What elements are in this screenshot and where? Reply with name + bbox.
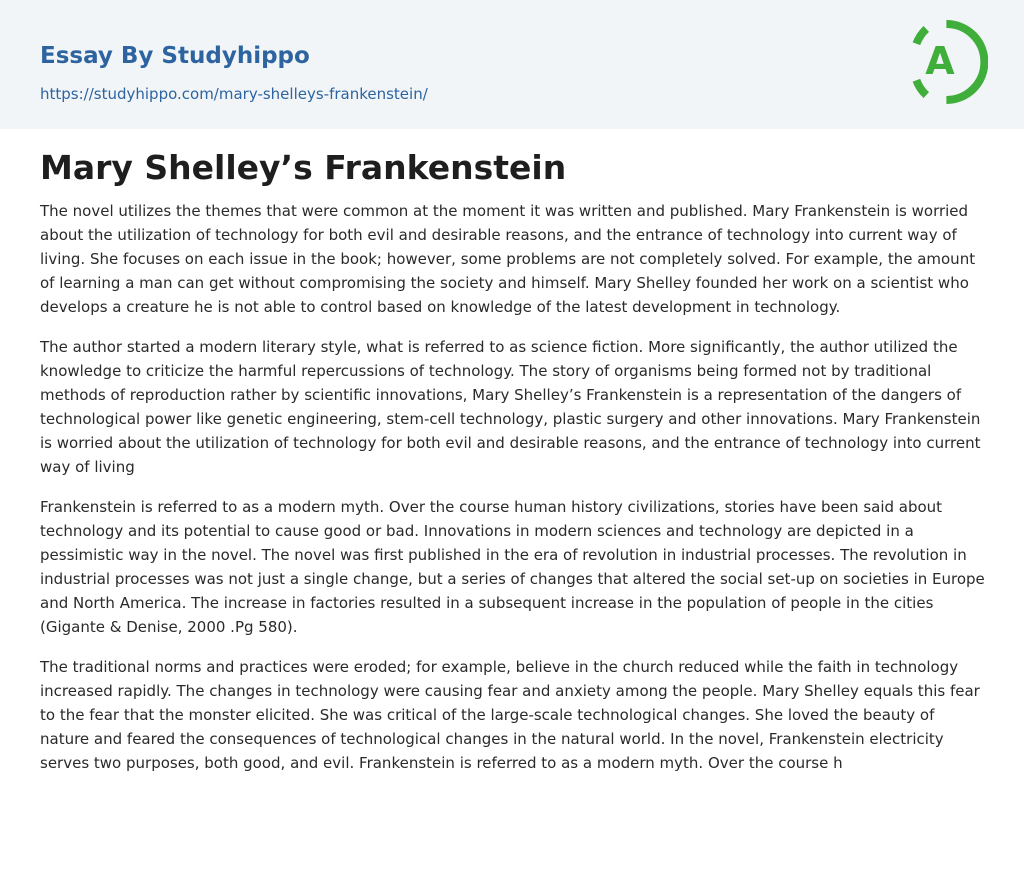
essay-paragraph-3: Frankenstein is referred to as a modern myth. Over the course human history civilizations, stories have been said about technology and its potential to cause good or bad. Innovations in modern sciences and technology are depicted in a pessimistic way in the novel. The novel was first published in the era of revolution in industrial processes. The revolution in industrial processes was not just a single change, but a series of changes that altered the social set-up on societies in Europe and North America. The increase in factories resulted in a subsequent increase in the population of people in the cities (Gigante & Denise, 2000 .Pg 580).: [40, 498, 985, 636]
essay-paragraph-2: The author started a modern literary style, what is referred to as science fiction. More significantly, the author utilized the knowledge to criticize the harmful repercussions of technology. The story of organisms being formed not by traditional methods of reproduction rather by scientific innovations, Mary Shelley’s Frankenstein is a representation of the dangers of technological power like genetic engineering, stem-cell technology, plastic surgery and other innovations. Mary Frankenstein is worried about the utilization of technology for both evil and desirable reasons, and the entrance of technology into current way of living: [40, 338, 981, 476]
studyhippo-a-logo-icon[interactable]: [910, 18, 988, 106]
site-header: [0, 0, 1024, 129]
essay-body: [40, 199, 986, 775]
essay-title: Mary Shelley’s Frankenstein: [40, 148, 567, 187]
essay-content: [40, 146, 986, 791]
brand-title: Essay By Studyhippo: [40, 43, 310, 69]
essay-paragraph-4: The traditional norms and practices were eroded; for example, believe in the church reduced while the faith in technology increased rapidly. The changes in technology were causing fear and anxiety among the people. Mary Shelley equals this fear to the fear that the monster elicited. She was critical of the large-scale technological changes. She loved the beauty of nature and feared the consequences of technological changes in the natural world. In the novel, Frankenstein electricity serves two purposes, both good, and evil. Frankenstein is referred to as a modern myth. Over the course h: [40, 658, 980, 772]
essay-paragraph-1: The novel utilizes the themes that were common at the moment it was written and published. Mary Frankenstein is worried about the utilization of technology for both evil and desirable reasons, and the entrance of technology into current way of living. She focuses on each issue in the book; however, some problems are not completely solved. For example, the amount of learning a man can get without compromising the society and himself. Mary Shelley founded her work on a scientist who develops a creature he is not able to control based on knowledge of the latest development in technology.: [40, 202, 976, 316]
essay-source-link[interactable]: https://studyhippo.com/mary-shelleys-frankenstein/: [40, 85, 428, 103]
logo-letter: A: [925, 39, 955, 83]
